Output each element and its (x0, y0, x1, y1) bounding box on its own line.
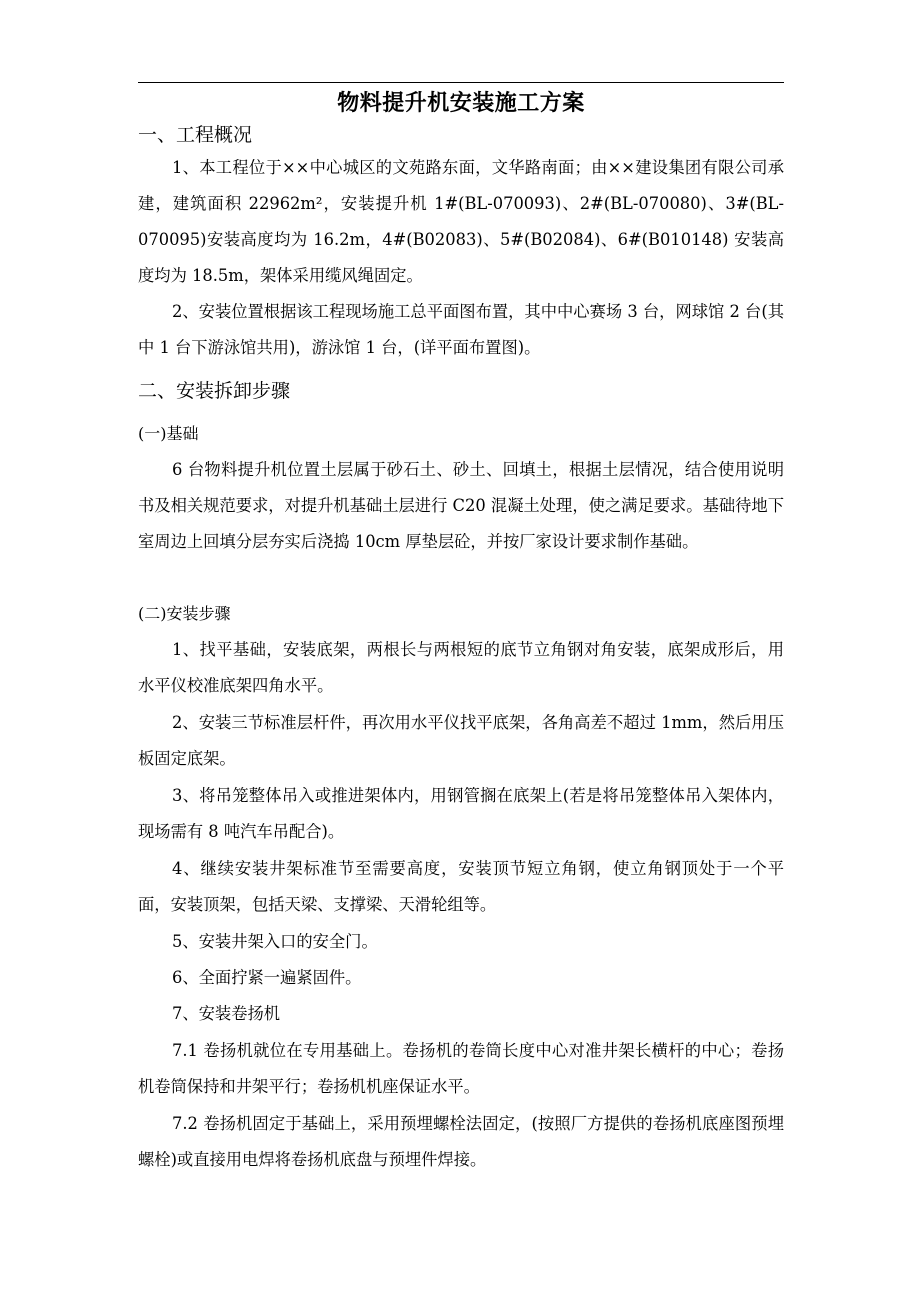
install-step-7-1: 7.1 卷扬机就位在专用基础上。卷扬机的卷筒长度中心对准井架长横杆的中心；卷扬机卷筒保持和井架平行；卷扬机机座保证水平。 (138, 1041, 784, 1096)
install-step-5: 5、安装井架入口的安全门。 (172, 932, 378, 951)
header-rule (138, 82, 784, 83)
install-step-1: 1、找平基础，安装底架，两根长与两根短的底节立角钢对角安装，底架成形后，用水平仪校准底架四角水平。 (138, 640, 784, 695)
section-heading-overview: 一、工程概况 (138, 124, 253, 146)
install-step-7: 7、安装卷扬机 (172, 1004, 281, 1023)
foundation-paragraph: 6 台物料提升机位置土层属于砂石土、砂土、回填土，根据土层情况，结合使用说明书及相关规范要求，对提升机基础土层进行 C20 混凝土处理，使之满足要求。基础待地下室周边上回填分层夯实后浇捣 10cm 厚垫层砼，并按厂家设计要求制作基础。 (138, 460, 784, 551)
section-heading-steps: 二、安装拆卸步骤 (138, 380, 291, 402)
subsection-heading-install-steps: (二)安装步骤 (138, 604, 231, 623)
install-step-2: 2、安装三节标准层杆件，再次用水平仪找平底架，各角高差不超过 1mm，然后用压板固定底架。 (138, 713, 784, 768)
overview-paragraph-2: 2、安装位置根据该工程现场施工总平面图布置，其中中心赛场 3 台，网球馆 2 台(其中 1 台下游泳馆共用)，游泳馆 1 台，(详平面布置图)。 (138, 302, 784, 357)
overview-paragraph-1: 1、本工程位于××中心城区的文苑路东面，文华路南面；由××建设集团有限公司承建，建筑面积 22962m²，安装提升机 1#(BL-070093)、2#(BL-070080)、3#(BL-070095)安装高度均为 16.2m，4#(B02083)、5#(B02084)、6#(B010148) 安装高度均为 18.5m，架体采用缆风绳固定。 (138, 158, 784, 285)
install-step-7-2: 7.2 卷扬机固定于基础上，采用预埋螺栓法固定，(按照厂方提供的卷扬机底座图预埋螺栓)或直接用电焊将卷扬机底盘与预埋件焊接。 (138, 1114, 784, 1169)
install-step-3: 3、将吊笼整体吊入或推进架体内，用钢管搁在底架上(若是将吊笼整体吊入架体内，现场需有 8 吨汽车吊配合)。 (138, 786, 784, 841)
install-step-4: 4、继续安装井架标准节至需要高度，安装顶节短立角钢，使立角钢顶处于一个平面，安装顶架，包括天梁、支撑梁、天滑轮组等。 (138, 859, 784, 914)
install-step-6: 6、全面拧紧一遍紧固件。 (172, 968, 362, 987)
document-title: 物料提升机安装施工方案 (337, 91, 585, 116)
subsection-heading-foundation: (一)基础 (138, 424, 199, 443)
